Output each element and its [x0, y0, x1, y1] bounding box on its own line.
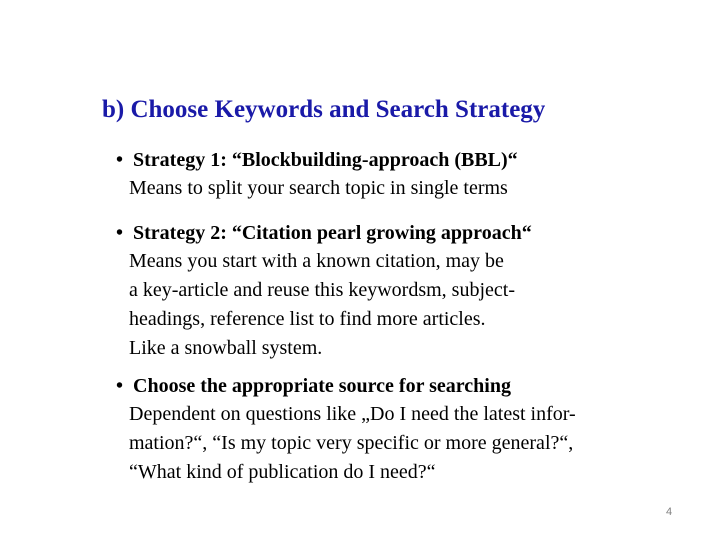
bullet-icon: •: [116, 222, 124, 244]
bullet-heading: Choose the appropriate source for searching: [133, 375, 511, 397]
bullet-text-line: headings, reference list to find more articles.: [129, 308, 486, 330]
bullet-text-line: Means to split your search topic in single terms: [129, 177, 508, 199]
bullet-text-line: Dependent on questions like „Do I need the latest infor-: [129, 403, 576, 425]
bullet-text-line: Like a snowball system.: [129, 337, 323, 359]
bullet-text-line: mation?“, “Is my topic very specific or more general?“,: [129, 432, 574, 454]
bullet-text-line: Means you start with a known citation, may be: [129, 250, 504, 272]
bullet-text-line: “What kind of publication do I need?“: [129, 461, 436, 483]
slide-title: b) Choose Keywords and Search Strategy: [102, 96, 546, 123]
bullet-strategy-1: [116, 146, 518, 203]
bullet-choose-source: [116, 372, 576, 487]
bullet-strategy-2: [116, 219, 532, 363]
bullet-icon: •: [116, 149, 124, 171]
page-number: 4: [666, 506, 673, 518]
bullet-heading: Strategy 2: “Citation pearl growing approach“: [133, 222, 532, 244]
bullet-icon: •: [116, 375, 124, 397]
bullet-text-line: a key-article and reuse this keywordsm, subject-: [129, 279, 515, 301]
bullet-heading: Strategy 1: “Blockbuilding-approach (BBL)“: [133, 149, 518, 171]
